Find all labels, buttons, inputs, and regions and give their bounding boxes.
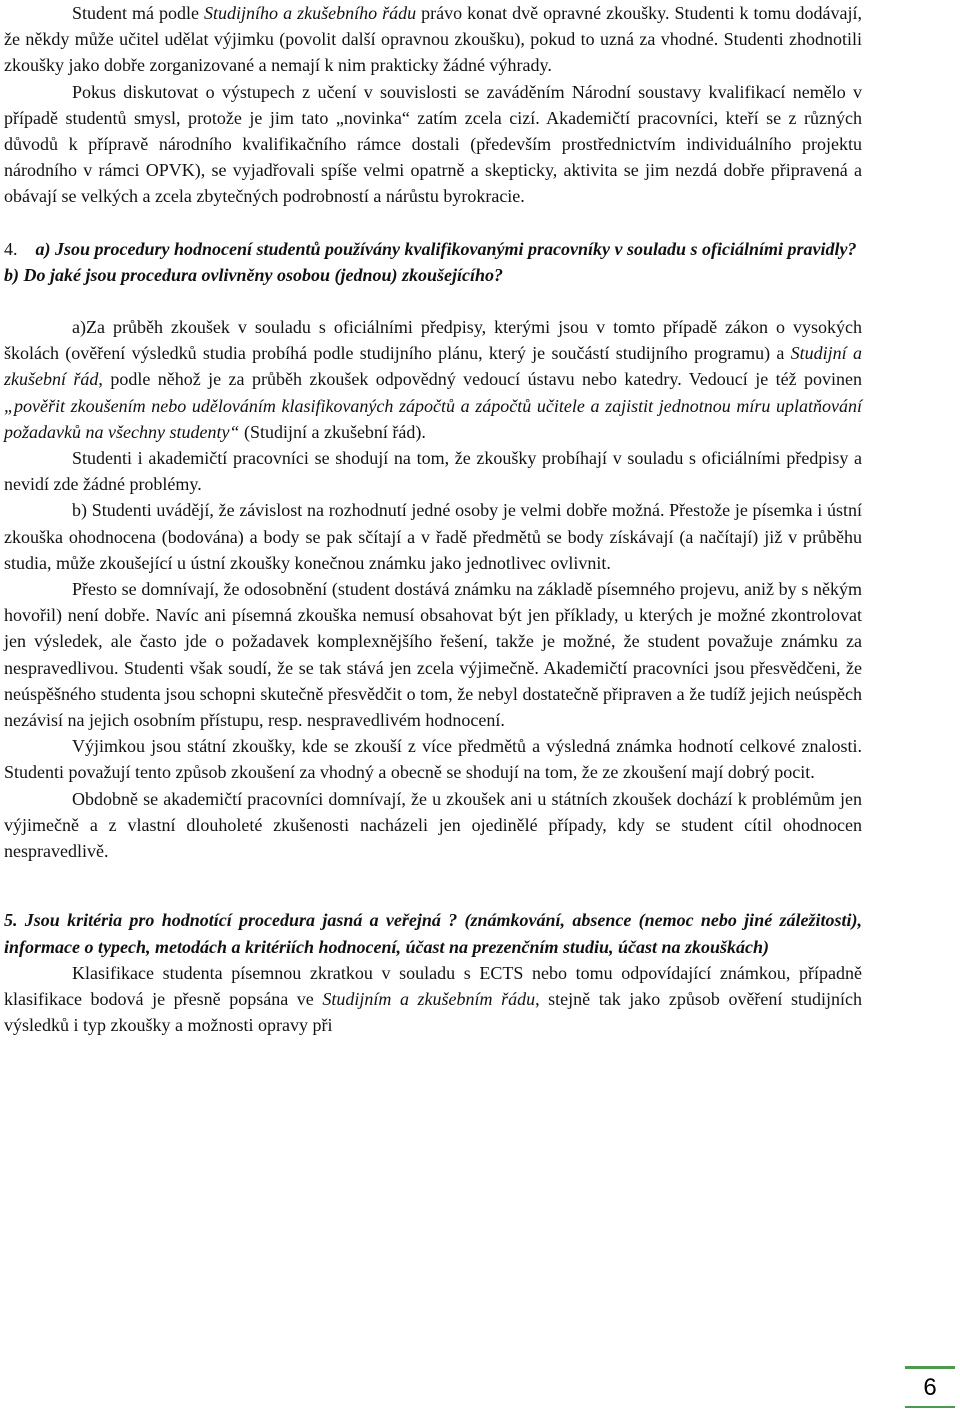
paragraph-depersonalization: Přesto se domnívají, že odosobnění (student dostává známku na základě písemného projevu, aniž by s někým hovořil) není dobře. Navíc ani písemná zkouška nemusí obsahovat být jen příklady, u kterých je možné zkontrolovat jen výsledek, ale často jde o požadavek komplexnějšího řešení, takže je možné, že student považuje známku za nespravedlivou. Studenti však soudí, že se tak stává jen zcela výjimečně. Akademičtí pracovníci jsou přesvědčeni, že neúspěšného studenta jsou schopni skutečně přesvědčit o tom, že nebyl dostatečně připraven a že tudíž jejich neúspěch nezávisí na jejich osobním přístupu, resp. nespravedlivém hodnocení. <box>4 579 862 731</box>
paragraph-learning-outcomes: Pokus diskutovat o výstupech z učení v souvislosti se zaváděním Národní soustavy kvalifikací nemělo v případě studentů smysl, protože je jim tato „novinka“ zatím zcela cizí. Akademičtí pracovníci, kteří se z různých důvodů k přípravě národního kvalifikačního rámce dostali (především prostřednictvím individuálního projektu národního v rámci OPVK), se vyjadřovali spíše velmi opatrně a skepticky, aktivita se jim nezdá dobře připravená a obávají se velkých a zcela zbytečných podrobností a nárůstu byrokracie. <box>4 81 862 207</box>
question-4-heading: 4. a) Jsou procedury hodnocení studentů používány kvalifikovanými pracovníky v souladu s oficiálními pravidly? b) Do jaké jsou procedura ovlivněny osobou (jednou) zkoušejícího? <box>4 238 857 285</box>
question-5-heading: 5. Jsou kritéria pro hodnotící procedura jasná a veřejná ? (známkování, absence (nemoc nebo jiné záležitosti), informace o typech, metodách a kritériích hodnocení, účast na prezenčním studiu, účast na zkouškách) <box>4 910 862 957</box>
quote: „pověřit zkoušením nebo udělováním klasifikovaných zápočtů a zápočtů učitele a zajistit jednotnou míru uplatňování požadavků na všechny studenty“ <box>4 395 862 442</box>
paragraph-retake-exams: Student má podle Studijního a zkušebního řádu právo konat dvě opravné zkoušky. Studenti k tomu dodávají, že někdy může učitel udělat výjimku (povolit další opravnou zkoušku), pokud to uzná za vhodné. Studenti zhodnotili zkoušky jako dobře zorganizované a nemají k nim prakticky žádné výhrady. <box>4 3 863 76</box>
paragraph-staff-opinion: Obdobně se akademičtí pracovníci domnívají, že u zkoušek ani u státních zkoušek dochází k problémům jen výjimečně a z vlastní dlouholeté zkušenosti nacházeli jen ojedinělé případy, kdy se student cítil ohodnocen nespravedlivě. <box>4 788 862 862</box>
doc-title-ref: Studijního a zkušebního řádu <box>204 3 417 23</box>
paragraph-agreement: Studenti i akademičtí pracovníci se shodují na tom, že zkoušky probíhají v souladu s oficiálními předpisy a nevidí zde žádné problémy. <box>4 448 862 495</box>
paragraph-answer-b: b) Studenti uvádějí, že závislost na rozhodnutí jedné osoby je velmi dobře možná. Přestože je písemka i ústní zkouška ohodnocena (bodována) a body se pak sčítají a v řadě předmětů se body získávají (a načítají) již v průběhu studia, může zkoušející u ústní zkoušky konečnou známku jako jednotlivec ovlivnit. <box>4 500 862 573</box>
paragraph-state-exams: Výjimkou jsou státní zkoušky, kde se zkouší z více předmětů a výsledná známka hodnotí celkové znalosti. Studenti považují tento způsob zkoušení za vhodný a obecně se shodují na tom, že ze zkoušení mají dobrý pocit. <box>4 736 862 783</box>
page-number: 6 <box>923 1374 937 1401</box>
page-number-rule-bottom <box>905 1406 955 1408</box>
paragraph-classification: Klasifikace studenta písemnou zkratkou v souladu s ECTS nebo tomu odpovídající známkou, případně klasifikace bodová je přesně popsána ve Studijním a zkušebním řádu, stejně tak jako způsob ověření studijních výsledků i typ zkoušky a možnosti opravy při <box>4 962 862 1036</box>
document-page <box>4 0 862 1038</box>
paragraph-answer-a: a)Za průběh zkoušek v souladu s oficiálními předpisy, kterými jsou v tomto případě zákon o vysokých školách (ověření výsledků studia probíhá podle studijního plánu, který je součástí studijního programu) a Studijní a zkušební řád, podle něhož je za průběh zkoušek odpovědný vedoucí ústavu nebo katedry. Vedoucí je též povinen „pověřit zkoušením nebo udělováním klasifikovaných zápočtů a zápočtů učitele a zajistit jednotnou míru uplatňování požadavků na všechny studenty“ (Studijní a zkušební řád). <box>4 317 863 442</box>
